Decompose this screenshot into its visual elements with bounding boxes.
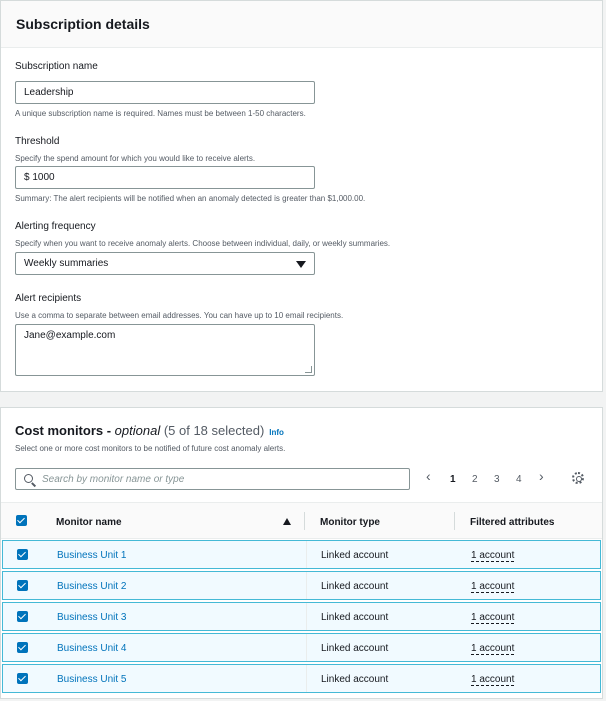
alert-recipients-textarea[interactable] bbox=[15, 324, 315, 376]
row-checkbox[interactable] bbox=[17, 549, 28, 560]
cost-monitors-optional: optional bbox=[114, 423, 161, 438]
cell-divider bbox=[306, 572, 307, 599]
column-divider bbox=[304, 512, 305, 530]
alert-recipients-label: Alert recipients bbox=[15, 293, 82, 304]
threshold-label: Threshold bbox=[15, 136, 60, 147]
cell-divider bbox=[306, 634, 307, 661]
filtered-attributes[interactable]: 1 account bbox=[471, 550, 515, 561]
column-filtered-attributes[interactable]: Filtered attributes bbox=[470, 517, 555, 528]
page-4[interactable]: 4 bbox=[516, 474, 522, 485]
page-3[interactable]: 3 bbox=[494, 474, 500, 485]
subscription-name-hint: A unique subscription name is required. Names must be between 1-50 characters. bbox=[15, 109, 306, 118]
page-1[interactable]: 1 bbox=[450, 474, 456, 485]
column-monitor-name[interactable]: Monitor name bbox=[56, 517, 122, 528]
threshold-value: $ 1000 bbox=[24, 172, 55, 183]
cell-divider bbox=[306, 603, 307, 630]
table-row[interactable] bbox=[2, 540, 601, 569]
alert-recipients-description: Use a comma to separate between email addresses. You can have up to 10 email recipients. bbox=[15, 311, 344, 320]
resize-handle-icon[interactable] bbox=[305, 366, 312, 373]
search-icon bbox=[24, 474, 33, 483]
monitor-type: Linked account bbox=[321, 674, 389, 685]
subscription-name-value: Leadership bbox=[24, 87, 74, 98]
alerting-frequency-description: Specify when you want to receive anomaly alerts. Choose between individual, daily, or weekly summaries. bbox=[15, 239, 391, 248]
column-divider bbox=[454, 512, 455, 530]
cost-monitors-title-text: Cost monitors - bbox=[15, 423, 115, 438]
cell-divider bbox=[306, 665, 307, 692]
filtered-attributes[interactable]: 1 account bbox=[471, 612, 515, 623]
gear-icon[interactable] bbox=[572, 472, 584, 484]
alerting-frequency-value: Weekly summaries bbox=[24, 258, 109, 269]
monitor-type: Linked account bbox=[321, 581, 389, 592]
table-row[interactable] bbox=[2, 633, 601, 662]
next-page-icon[interactable]: › bbox=[539, 468, 544, 484]
monitor-type: Linked account bbox=[321, 612, 389, 623]
filtered-attributes[interactable]: 1 account bbox=[471, 581, 515, 592]
monitor-type: Linked account bbox=[321, 550, 389, 561]
cost-monitors-count: (5 of 18 selected) bbox=[160, 423, 265, 438]
row-checkbox[interactable] bbox=[17, 580, 28, 591]
table-row[interactable] bbox=[2, 664, 601, 693]
sort-ascending-icon[interactable] bbox=[283, 518, 291, 525]
page-2[interactable]: 2 bbox=[472, 474, 478, 485]
alerting-frequency-select[interactable] bbox=[15, 252, 315, 275]
threshold-summary: Summary: The alert recipients will be notified when an anomaly detected is greater than $1,000.00. bbox=[15, 194, 366, 203]
monitor-name-link[interactable]: Business Unit 1 bbox=[57, 550, 127, 561]
filtered-attributes[interactable]: 1 account bbox=[471, 674, 515, 685]
subscription-details-title: Subscription details bbox=[16, 16, 150, 32]
monitor-type: Linked account bbox=[321, 643, 389, 654]
threshold-description: Specify the spend amount for which you would like to receive alerts. bbox=[15, 154, 256, 163]
monitors-table-header bbox=[1, 502, 602, 539]
row-checkbox[interactable] bbox=[17, 673, 28, 684]
row-checkbox[interactable] bbox=[17, 642, 28, 653]
monitor-name-link[interactable]: Business Unit 5 bbox=[57, 674, 127, 685]
table-row[interactable] bbox=[2, 602, 601, 631]
subscription-details-header bbox=[1, 1, 602, 48]
alert-recipients-value: Jane@example.com bbox=[24, 330, 116, 341]
caret-down-icon bbox=[296, 261, 306, 268]
alerting-frequency-label: Alerting frequency bbox=[15, 221, 96, 232]
table-row[interactable] bbox=[2, 571, 601, 600]
filtered-attributes[interactable]: 1 account bbox=[471, 643, 515, 654]
subscription-name-input[interactable] bbox=[15, 81, 315, 104]
previous-page-icon[interactable]: ‹ bbox=[426, 468, 431, 484]
monitor-name-link[interactable]: Business Unit 4 bbox=[57, 643, 127, 654]
row-checkbox[interactable] bbox=[17, 611, 28, 622]
monitor-search-placeholder: Search by monitor name or type bbox=[42, 474, 185, 485]
monitor-name-link[interactable]: Business Unit 2 bbox=[57, 581, 127, 592]
cell-divider bbox=[306, 541, 307, 568]
monitor-name-link[interactable]: Business Unit 3 bbox=[57, 612, 127, 623]
threshold-input[interactable] bbox=[15, 166, 315, 189]
cost-monitors-title bbox=[15, 423, 284, 438]
select-all-checkbox[interactable] bbox=[16, 515, 27, 526]
info-link[interactable]: Info bbox=[269, 428, 284, 437]
subscription-name-label: Subscription name bbox=[15, 61, 98, 72]
monitor-search-input[interactable] bbox=[15, 468, 410, 490]
column-monitor-type[interactable]: Monitor type bbox=[320, 517, 380, 528]
cost-monitors-description: Select one or more cost monitors to be notified of future cost anomaly alerts. bbox=[15, 444, 286, 453]
